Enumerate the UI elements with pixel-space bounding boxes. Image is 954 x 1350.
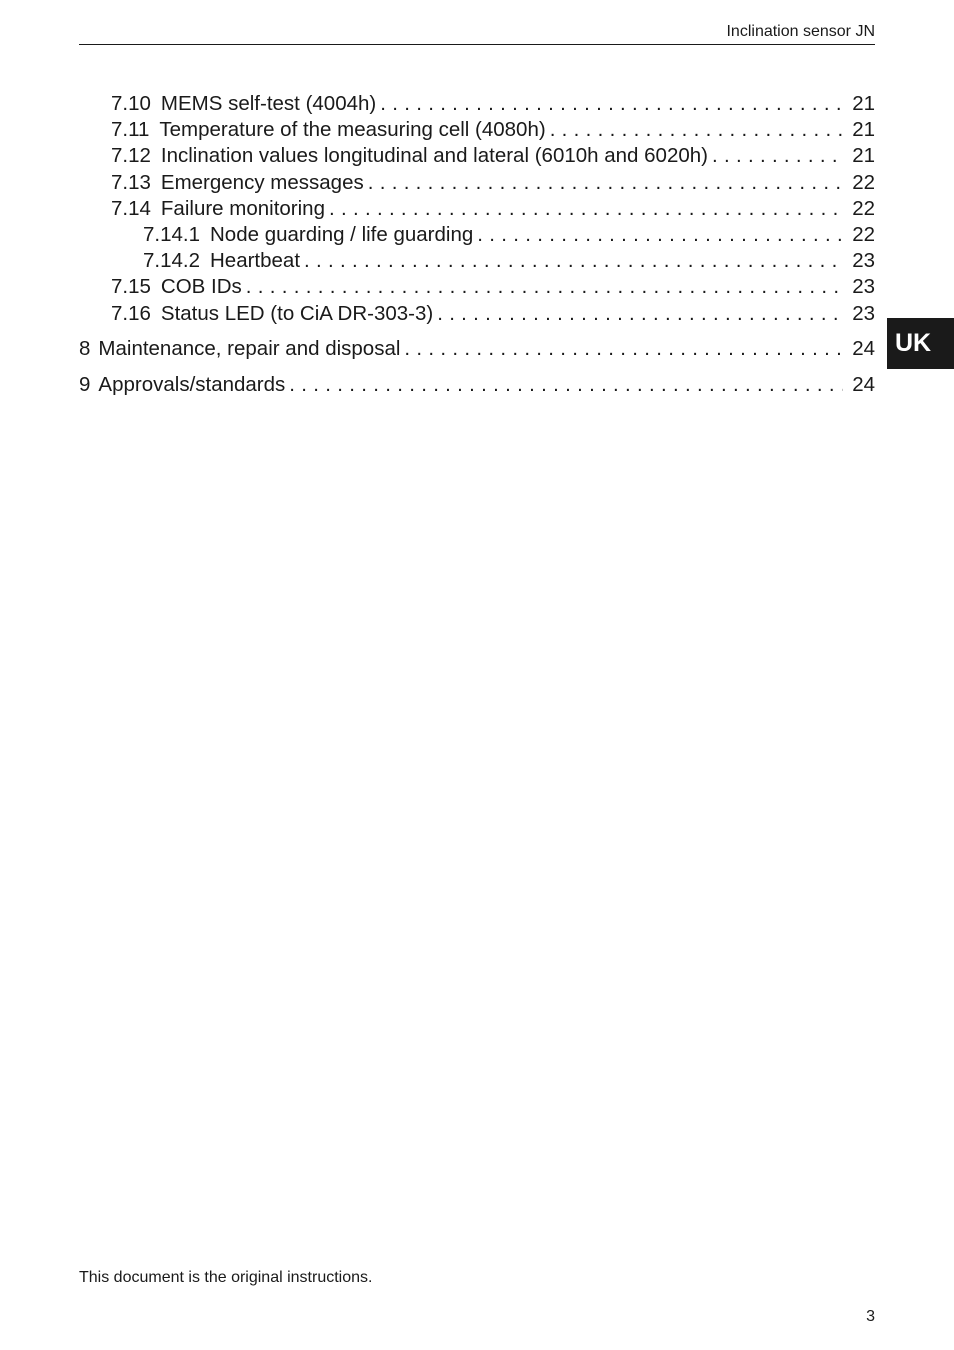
toc-entry-title: Node guarding / life guarding xyxy=(210,223,474,247)
toc-entry-number: 7.16 xyxy=(111,301,151,325)
toc-entry-number: 7.12 xyxy=(111,144,151,168)
toc-leader-dots xyxy=(368,170,843,196)
toc-entry-page: 23 xyxy=(852,249,875,273)
page-number: 3 xyxy=(866,1308,875,1325)
toc-entry-title: Maintenance, repair and disposal xyxy=(98,337,401,361)
toc-entry-7-11[interactable] xyxy=(79,117,875,143)
toc-leader-dots xyxy=(712,143,843,169)
toc-entry-title: Status LED (to CiA DR-303-3) xyxy=(160,301,434,325)
toc-entry-page: 22 xyxy=(852,196,875,220)
toc-entry-8[interactable] xyxy=(79,336,875,362)
toc-entry-number: 7.14 xyxy=(111,196,151,220)
toc-entry-7-13[interactable] xyxy=(79,170,875,196)
toc-leader-dots xyxy=(477,222,843,248)
toc-entry-page: 22 xyxy=(852,170,875,194)
language-tab: UK xyxy=(887,318,954,369)
toc-entry-title: Approvals/standards xyxy=(98,373,286,397)
toc-entry-7-16[interactable] xyxy=(79,301,875,327)
toc-entry-page: 21 xyxy=(852,92,875,115)
toc-entry-page: 24 xyxy=(852,373,875,397)
toc-leader-dots xyxy=(304,248,843,274)
toc-entry-title: COB IDs xyxy=(160,275,242,299)
toc-entry-number: 7.14.2 xyxy=(143,249,200,273)
toc-entry-page: 24 xyxy=(852,337,875,361)
toc-leader-dots xyxy=(246,274,843,300)
toc-leader-dots xyxy=(437,301,843,327)
toc-entry-title: MEMS self-test (4004h) xyxy=(160,92,377,115)
toc-entry-number: 8 xyxy=(79,337,91,361)
toc-entry-number: 9 xyxy=(79,373,91,397)
toc-entry-7-14-1[interactable] xyxy=(79,222,875,248)
toc-entry-7-15[interactable] xyxy=(79,274,875,300)
toc-leader-dots xyxy=(550,117,843,143)
toc-entry-7-14[interactable] xyxy=(79,196,875,222)
toc-entry-9[interactable] xyxy=(79,372,875,398)
toc-entry-7-12[interactable] xyxy=(79,143,875,169)
footer-note: This document is the original instructions. xyxy=(79,1269,373,1286)
toc-entry-title: Emergency messages xyxy=(160,170,364,194)
toc-entry-title: Inclination values longitudinal and lateral (6010h and 6020h) xyxy=(160,144,708,168)
toc-entry-number: 7.13 xyxy=(111,170,151,194)
toc-entry-title: Failure monitoring xyxy=(160,196,325,220)
toc-entry-7-10[interactable] xyxy=(79,91,875,117)
toc-entry-title: Temperature of the measuring cell (4080h) xyxy=(159,118,546,142)
toc-entry-number: 7.11 xyxy=(111,118,150,142)
table-of-contents xyxy=(79,91,875,398)
toc-entry-number: 7.14.1 xyxy=(143,223,200,247)
toc-entry-page: 23 xyxy=(852,275,875,299)
document-title: Inclination sensor JN xyxy=(726,23,875,40)
toc-entry-title: Heartbeat xyxy=(210,249,301,273)
toc-leader-dots xyxy=(380,91,843,117)
toc-entry-number: 7.10 xyxy=(111,92,151,115)
toc-leader-dots xyxy=(329,196,843,222)
toc-leader-dots xyxy=(289,372,843,398)
page-header xyxy=(79,22,875,45)
toc-entry-page: 21 xyxy=(852,118,875,142)
toc-entry-page: 21 xyxy=(852,144,875,168)
toc-entry-page: 23 xyxy=(852,301,875,325)
toc-entry-page: 22 xyxy=(852,223,875,247)
toc-entry-7-14-2[interactable] xyxy=(79,248,875,274)
toc-entry-number: 7.15 xyxy=(111,275,151,299)
toc-leader-dots xyxy=(404,336,843,362)
